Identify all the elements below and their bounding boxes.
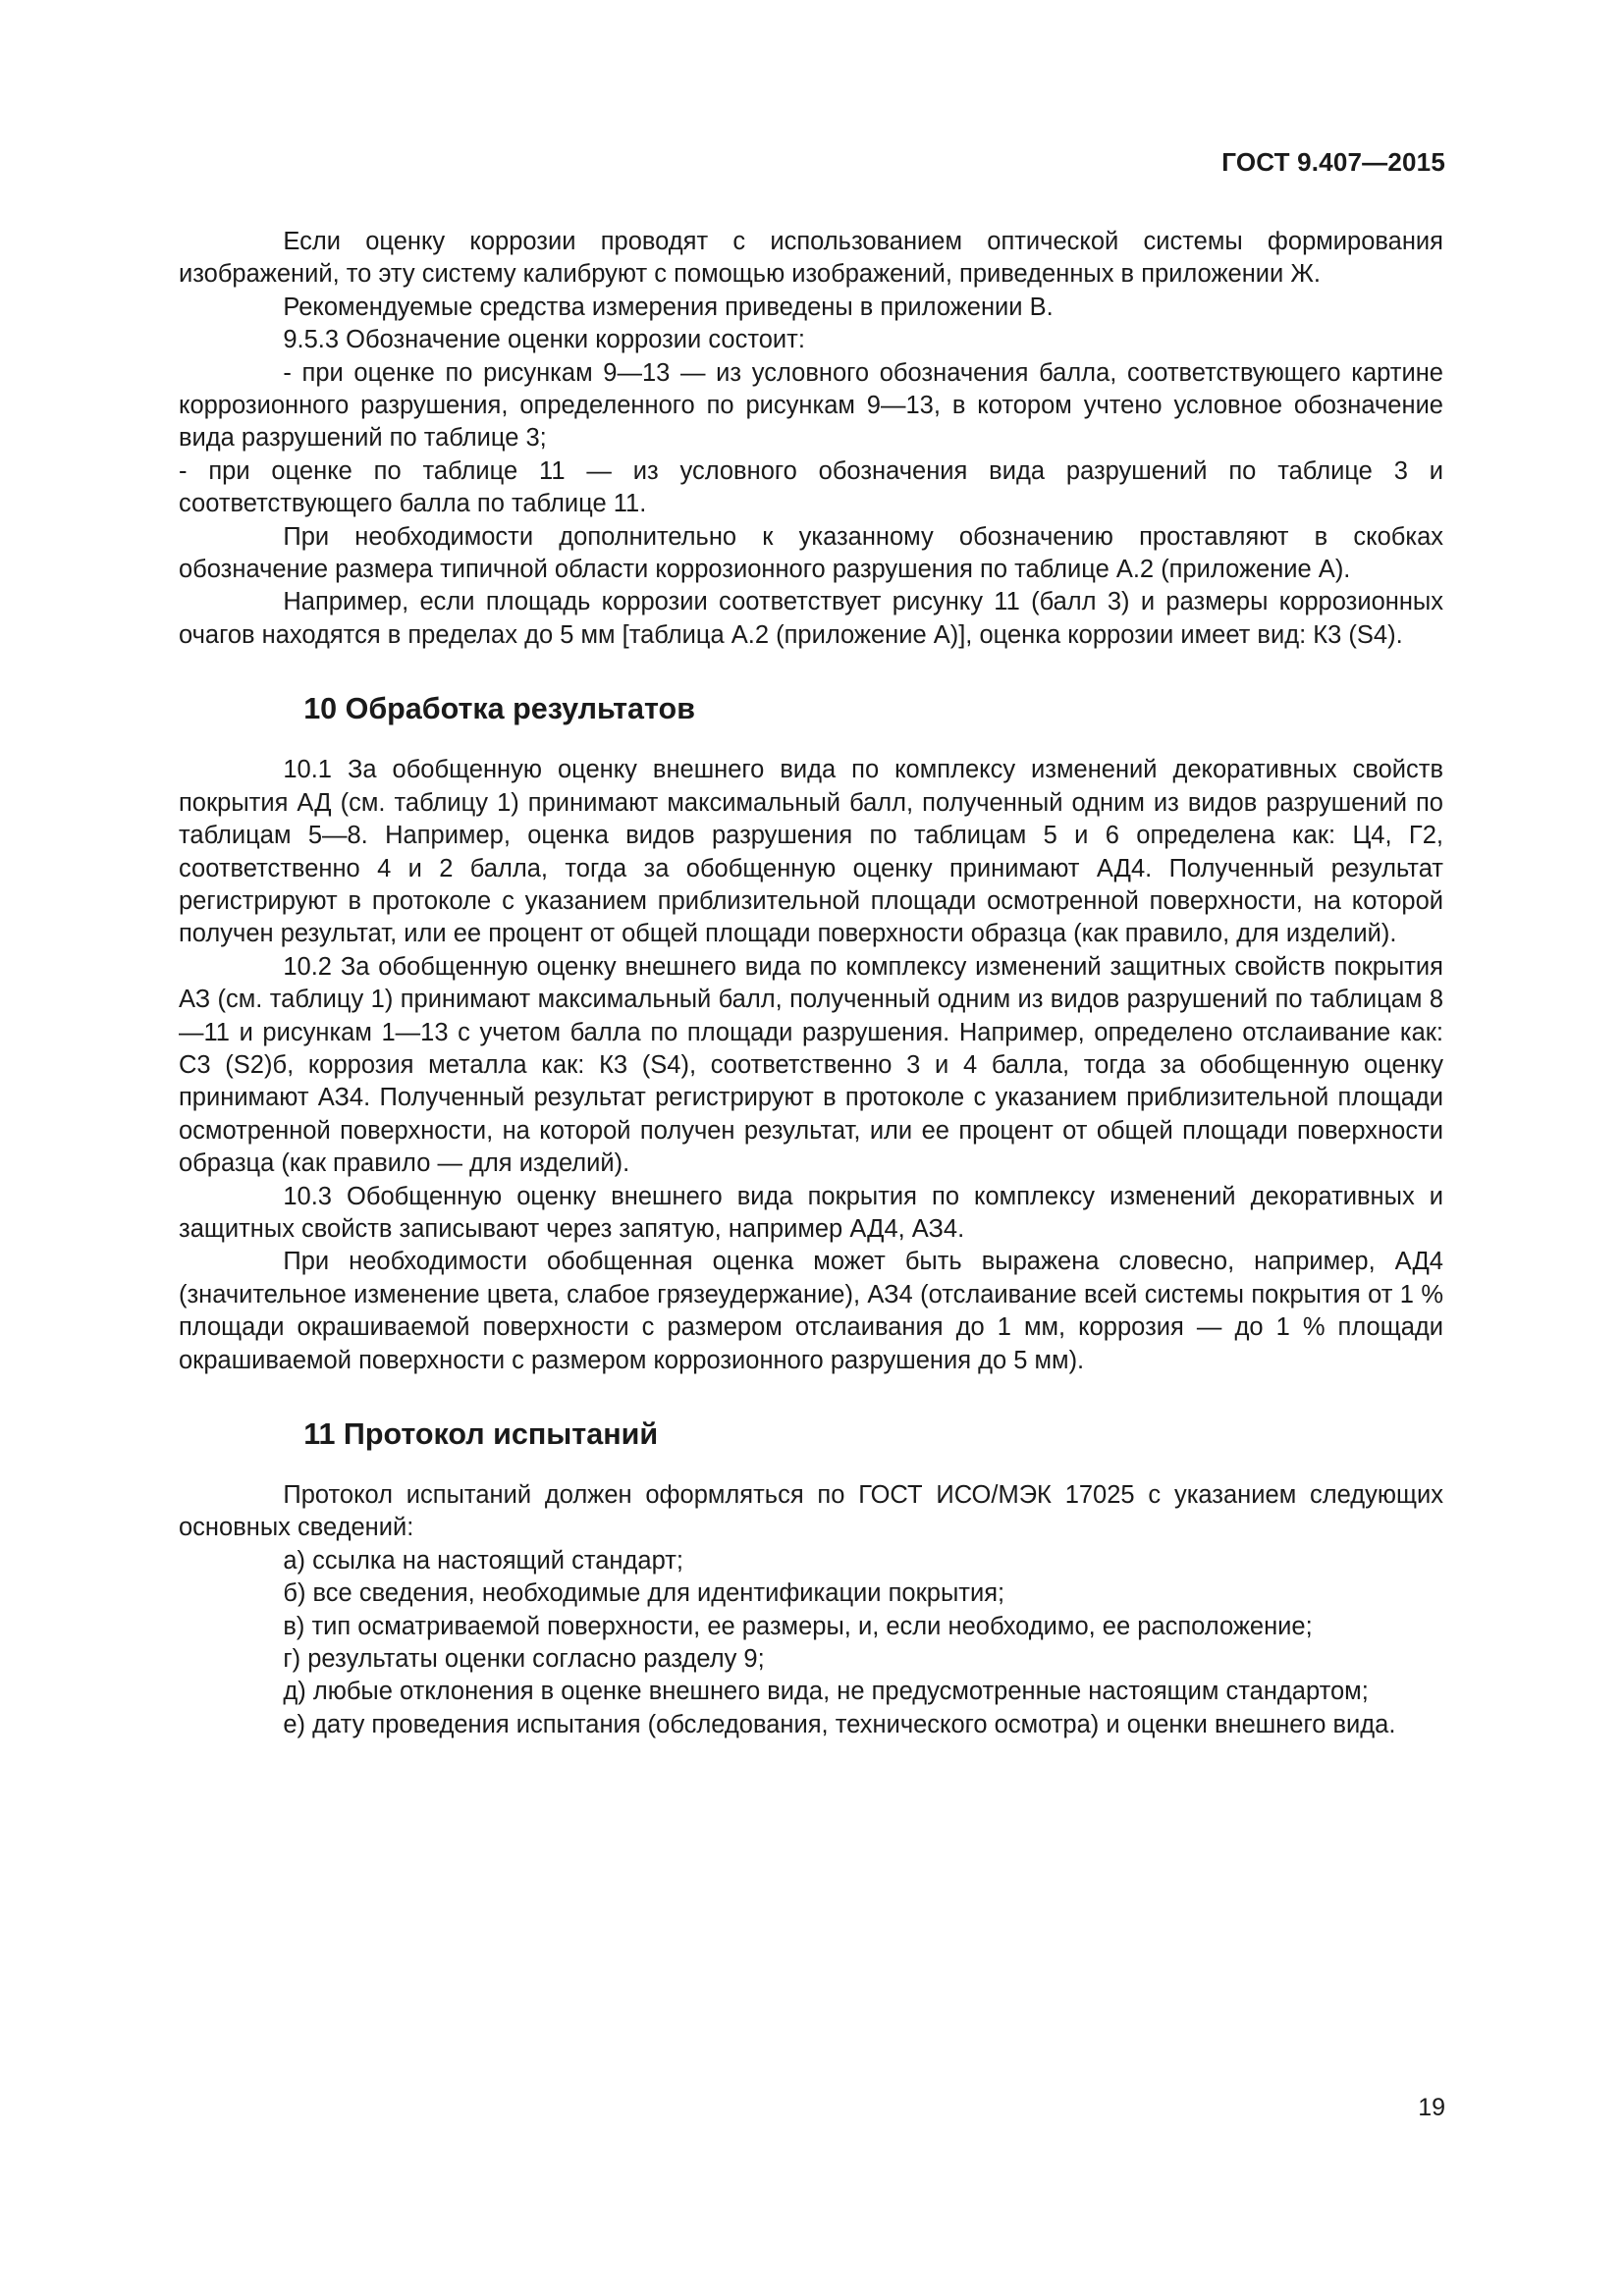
paragraph: При необходимости обобщенная оценка может быть выражена словесно, например, АД4 (значительное изменение цвета, слабое грязеудержание), АЗ4 (отслаивание всей системы покрытия от 1 % площади окрашиваемой поверхности с размером отслаивания до 1 мм, коррозия — до 1 % площади окрашиваемой поверхности с размером коррозионного разрушения до 5 мм). xyxy=(179,1248,1443,1374)
paragraph: - при оценке по таблице 11 — из условного обозначения вида разрушений по таблице 3 и соответствующего балла по таблице 11. xyxy=(179,456,1443,518)
section-heading-11: 11 Протокол испытаний xyxy=(303,1417,659,1451)
list-item: б) все сведения, необходимые для идентификации покрытия; xyxy=(283,1579,1005,1608)
paragraph: 9.5.3 Обозначение оценки коррозии состоит: xyxy=(283,326,805,354)
paragraph: 10.2 За обобщенную оценку внешнего вида по комплексу изменений защитных свойств покрытия АЗ (см. таблицу 1) принимают максимальный балл, полученный одним из видов разрушений по таблицам 8—11 и рисункам 1—13 с учетом балла по площади разрушения. Например, определено отслаивание как: С3 (S2)б, коррозия металла как: К3 (S4), соответственно 3 и 4 балла, тогда за обобщенную оценку принимают АЗ4. Полученный результат регистрируют в протоколе с указанием приблизительной площади осмотренной поверхности, на которой получен результат, или ее процент от общей площади поверхности образца (как правило — для изделий). xyxy=(179,952,1443,1178)
paragraph: 10.3 Обобщенную оценку внешнего вида покрытия по комплексу изменений декоративных и защитных свойств записывают через запятую, например АД4, АЗ4. xyxy=(179,1182,1443,1243)
list-item: а) ссылка на настоящий стандарт; xyxy=(283,1546,683,1575)
list-item: е) дату проведения испытания (обследования, технического осмотра) и оценки внешнего вида. xyxy=(283,1710,1396,1738)
paragraph: При необходимости дополнительно к указанному обозначению проставляют в скобках обозначение размера типичной области коррозионного разрушения по таблице А.2 (приложение А). xyxy=(179,522,1443,584)
document-header-standard-id: ГОСТ 9.407—2015 xyxy=(1221,147,1445,177)
paragraph: Например, если площадь коррозии соответствует рисунку 11 (балл 3) и размеры коррозионных очагов находятся в пределах до 5 мм [таблица А.2 (приложение А)], оценка коррозии имеет вид: К3 (S4). xyxy=(179,588,1443,649)
paragraph: - при оценке по рисункам 9—13 — из условного обозначения балла, соответствующего картине коррозионного разрушения, определенного по рисункам 9—13, в котором учтено условное обозначение вида разрушений по таблице 3; xyxy=(179,358,1443,453)
list-item: г) результаты оценки согласно разделу 9; xyxy=(283,1645,765,1674)
list-item: в) тип осматриваемой поверхности, ее размеры, и, если необходимо, ее расположение; xyxy=(283,1612,1313,1640)
paragraph: Протокол испытаний должен оформляться по ГОСТ ИСО/МЭК 17025 с указанием следующих основных сведений: xyxy=(179,1481,1443,1542)
document-body xyxy=(179,226,1443,1741)
section-heading-10: 10 Обработка результатов xyxy=(303,692,695,726)
list-item: д) любые отклонения в оценке внешнего вида, не предусмотренные настоящим стандартом; xyxy=(283,1678,1369,1706)
paragraph: 10.1 За обобщенную оценку внешнего вида по комплексу изменений декоративных свойств покрытия АД (см. таблицу 1) принимают максимальный балл, полученный одним из видов разрушений по таблицам 5—8. Например, оценка видов разрушения по таблицам 5 и 6 определена как: Ц4, Г2, соответственно 4 и 2 балла, тогда за обобщенную оценку принимают АД4. Полученный результат регистрируют в протоколе с указанием приблизительной площади осмотренной поверхности, на которой получен результат, или ее процент от общей площади поверхности образца (как правило, для изделий). xyxy=(179,756,1443,948)
paragraph: Если оценку коррозии проводят с использованием оптической системы формирования изображений, то эту систему калибруют с помощью изображений, приведенных в приложении Ж. xyxy=(179,228,1443,289)
paragraph: Рекомендуемые средства измерения приведены в приложении В. xyxy=(283,293,1054,321)
page-number: 19 xyxy=(1418,2094,1445,2121)
